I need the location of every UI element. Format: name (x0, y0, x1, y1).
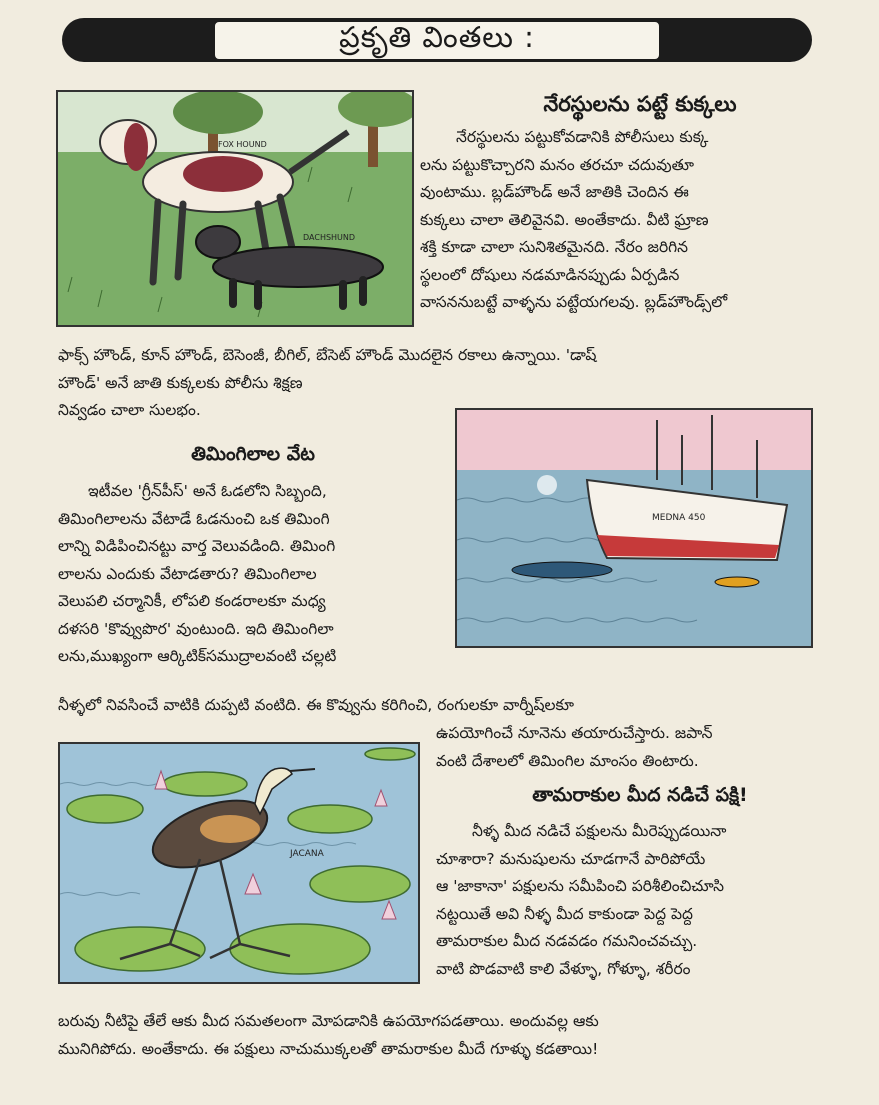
whales-heading: తిమింగిలాల వేట (191, 443, 315, 465)
dogs-line: ఫాక్స్ హౌండ్, కూన్ హౌండ్, బెసెంజీ, బీగిల్, బేసెట్ హౌండ్ మొదలైన రకాలు ఉన్నాయి. 'డాష్ (58, 346, 597, 364)
whales-line: వెలుపలి చర్మానికీ, లోపలి కండరాలకూ మధ్య (58, 592, 326, 610)
whales-line: లను,ముఖ్యంగా ఆర్కిటిక్‌సముద్రాలవంటి చల్లటి (58, 647, 337, 665)
whales-line: వంటి దేశాలలో తిమింగిల మాంసం తింటారు. (436, 751, 699, 770)
jacana-line: బరువు నీటిపై తేలే ఆకు మీద సమతలంగా మోపడానికి ఉపయోగపడతాయి. అందువల్ల ఆకు (58, 1012, 599, 1030)
whales-paragraph-cont (58, 692, 838, 720)
jacana-line: నీళ్ళ మీద నడిచే పక్షులను మీరెప్పుడయినా (472, 822, 727, 840)
fox-hound-label: FOX HOUND (218, 140, 267, 149)
whales-line: ఉపయోగించే నూనెను తయారుచేస్తారు. జపాన్ (436, 724, 713, 742)
dogs-line: నేరస్థులను పట్టుకోవడానికి పోలీసులు కుక్క (456, 128, 709, 146)
dogs-paragraph (420, 124, 825, 317)
whales-line: లాలను ఎందుకు వేటాడతారు? తిమింగిలాల (58, 564, 317, 583)
jacana-line: చూశారా? మనుషులను చూడగానే పారిపోయే (436, 849, 706, 868)
whales-paragraph (58, 478, 443, 671)
jacana-line: నట్టయితే అవి నీళ్ళ మీద కాకుండా పెద్ద పెద్ద (436, 904, 693, 923)
jacana-line: తామరాకుల మీద నడవడం గమనించవచ్చు. (436, 932, 698, 950)
jacana-label: JACANA (290, 849, 324, 859)
jacana-line: వాటి పొడవాటి కాలి వేళ్ళూ, గోళ్ళూ, శరీరం (436, 959, 691, 978)
jacana-illustration (58, 742, 420, 984)
dogs-heading: నేరస్థులను పట్టే కుక్కలు (543, 92, 737, 116)
jacana-line: మునిగిపోదు. అంతేకాదు. ఈ పక్షులు నాచుముక్కలతో తామరాకుల మీదే గూళ్ళు కడతాయి! (58, 1039, 599, 1058)
whales-paragraph-cont2 (436, 720, 836, 775)
dogs-line: శక్తి కూడా చాలా సునిశితమైనది. నేరం జరిగిన (420, 238, 689, 256)
whales-line: ఇటీవల 'గ్రీన్‌పీస్' అనే ఓడలోని సిబ్బంది, (88, 482, 327, 500)
whales-line: దళసరి 'కొవ్వుపొర' వుంటుంది. ఇది తిమింగిలా (58, 619, 334, 638)
jacana-paragraph-cont (58, 1008, 838, 1063)
dachshund-label: DACHSHUND (303, 233, 356, 242)
whales-line: నీళ్ళలో నివసించే వాటికి దుప్పటి వంటిది. ఈ కొవ్వును కరిగించి, రంగులకూ వార్నీష్‌లకూ (58, 696, 574, 714)
page-title: ప్రకృతి వింతలు : (339, 19, 535, 54)
whales-line: లాన్ని విడిపించినట్టు వార్త వెలువడింది. తిమింగి (58, 537, 336, 555)
page-title-box (213, 20, 661, 61)
dogs-line: లను పట్టుకొచ్చారని మనం తరచూ చదువుతూ (420, 155, 695, 174)
whaling-illustration (455, 408, 813, 648)
whales-line: తిమింగిలాలను వేటాడే ఓడనుంచి ఒక తిమింగి (58, 509, 330, 528)
jacana-heading: తామరాకుల మీద నడిచే పక్షి! (532, 784, 748, 806)
dogs-line: స్థలంలో దోషులు నడమాడినప్పుడు ఏర్పడిన (420, 265, 680, 284)
dogs-line: నివ్వడం చాలా సులభం. (58, 401, 201, 419)
dogs-line: వుంటాము. బ్లడ్‌హౌండ్ అనే జాతికి చెందిన ఈ (420, 183, 689, 201)
dogs-line: వాసననుబట్టే వాళ్ళను పట్టేయగలవు. బ్లడ్‌హౌండ్స్‌లో (420, 293, 728, 311)
dogs-line: కుక్కలు చాలా తెలివైనవి. అంతేకాదు. వీటి ఘ్రాణ (420, 210, 709, 229)
jacana-line: ఆ 'జాకానా' పక్షులను సమీపించి పరిశీలించిచూసి (436, 877, 724, 895)
dogs-illustration (56, 90, 414, 327)
jacana-paragraph (436, 818, 834, 983)
dogs-line: హౌండ్' అనే జాతి కుక్కలకు పోలీసు శిక్షణ (58, 373, 303, 392)
ship-label: MEDNA 450 (652, 513, 706, 523)
